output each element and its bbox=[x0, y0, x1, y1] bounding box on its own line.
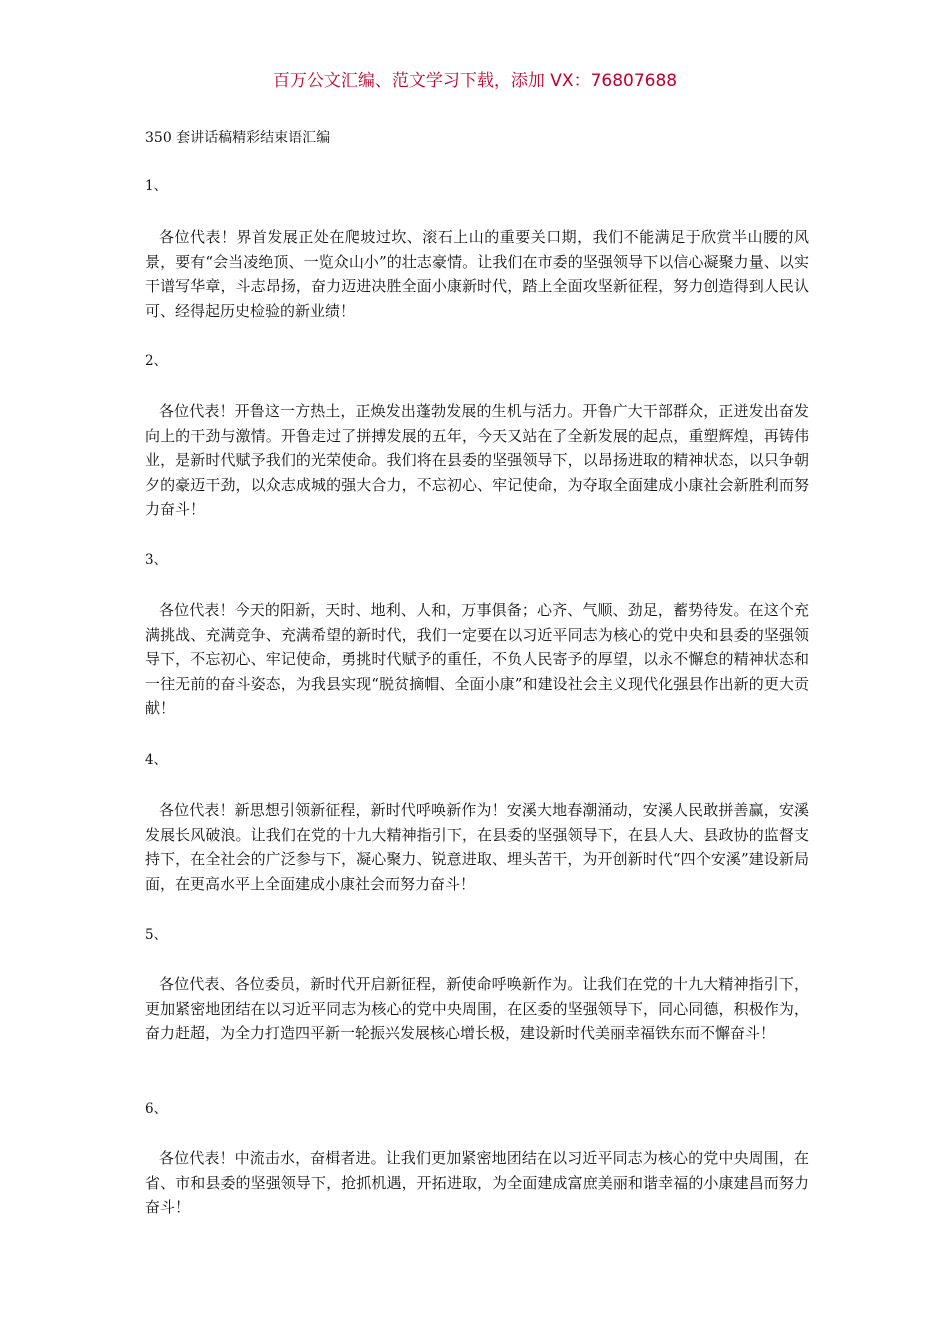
section-paragraph: 各位代表！开鲁这一方热土，正焕发出蓬勃发展的生机与活力。开鲁广大干部群众，正迸发出奋发向上的干劲与激情。开鲁走过了拼搏发展的五年，今天又站在了全新发展的起点，重塑辉煌，再铸伟业，是新时代赋予我们的光荣使命。我们将在县委的坚强领导下，以昂扬进取的精神状态，以只争朝夕的豪迈干劲，以众志成城的强大合力，不忘初心、牢记使命，为夺取全面建成小康社会新胜利而努力奋斗！ bbox=[145, 402, 809, 518]
section-number: 2、 bbox=[145, 353, 168, 369]
section-number: 6、 bbox=[145, 1101, 168, 1117]
section-paragraph: 各位代表！今天的阳新，天时、地利、人和，万事俱备；心齐、气顺、劲足，蓄势待发。在这个充满挑战、充满竞争、充满希望的新时代，我们一定要在以习近平同志为核心的党中央和县委的坚强领导下，不忘初心、牢记使命，勇挑时代赋予的重任，不负人民寄予的厚望，以永不懈怠的精神状态和一往无前的奋斗姿态，为我县实现“脱贫摘帽、全面小康”和建设社会主义现代化强县作出新的更大贡献！ bbox=[145, 601, 809, 717]
section-paragraph: 各位代表、各位委员，新时代开启新征程，新使命呼唤新作为。让我们在党的十九大精神指引下，更加紧密地团结在以习近平同志为核心的党中央周围，在区委的坚强领导下，同心同德，积极作为，奋力赶超，为全力打造四平新一轮振兴发展核心增长极，建设新时代美丽幸福铁东而不懈奋斗！ bbox=[145, 975, 809, 1042]
document-title: 350 套讲话稿精彩结束语汇编 bbox=[145, 130, 331, 146]
section-number: 5、 bbox=[145, 927, 168, 943]
section-paragraph: 各位代表！中流击水，奋楫者进。让我们更加紧密地团结在以习近平同志为核心的党中央周围，在省、市和县委的坚强领导下，抢抓机遇，开拓进取，为全面建成富庶美丽和谐幸福的小康建昌而努力奋斗！ bbox=[145, 1149, 809, 1216]
section-number: 3、 bbox=[145, 552, 168, 568]
section-paragraph: 各位代表！新思想引领新征程，新时代呼唤新作为！安溪大地春潮涌动，安溪人民敢拼善赢，安溪发展长风破浪。让我们在党的十九大精神指引下，在县委的坚强领导下，在县人大、县政协的监督支持下，在全社会的广泛参与下，凝心聚力、锐意进取、埋头苦干，为开创新时代“四个安溪”建设新局面，在更高水平上全面建成小康社会而努力奋斗！ bbox=[145, 801, 809, 893]
promo-banner: 百万公文汇编、范文学习下载，添加 VX：76807688 bbox=[272, 71, 678, 91]
section-paragraph: 各位代表！界首发展正处在爬坡过坎、滚石上山的重要关口期，我们不能满足于欣赏半山腰的风景，要有“会当凌绝顶、一览众山小”的壮志豪情。让我们在市委的坚强领导下以信心凝聚力量、以实干谱写华章，斗志昂扬，奋力迈进决胜全面小康新时代，踏上全面攻坚新征程，努力创造得到人民认可、经得起历史检验的新业绩！ bbox=[145, 228, 809, 320]
section-number: 1、 bbox=[145, 178, 168, 194]
section-number: 4、 bbox=[145, 752, 168, 768]
